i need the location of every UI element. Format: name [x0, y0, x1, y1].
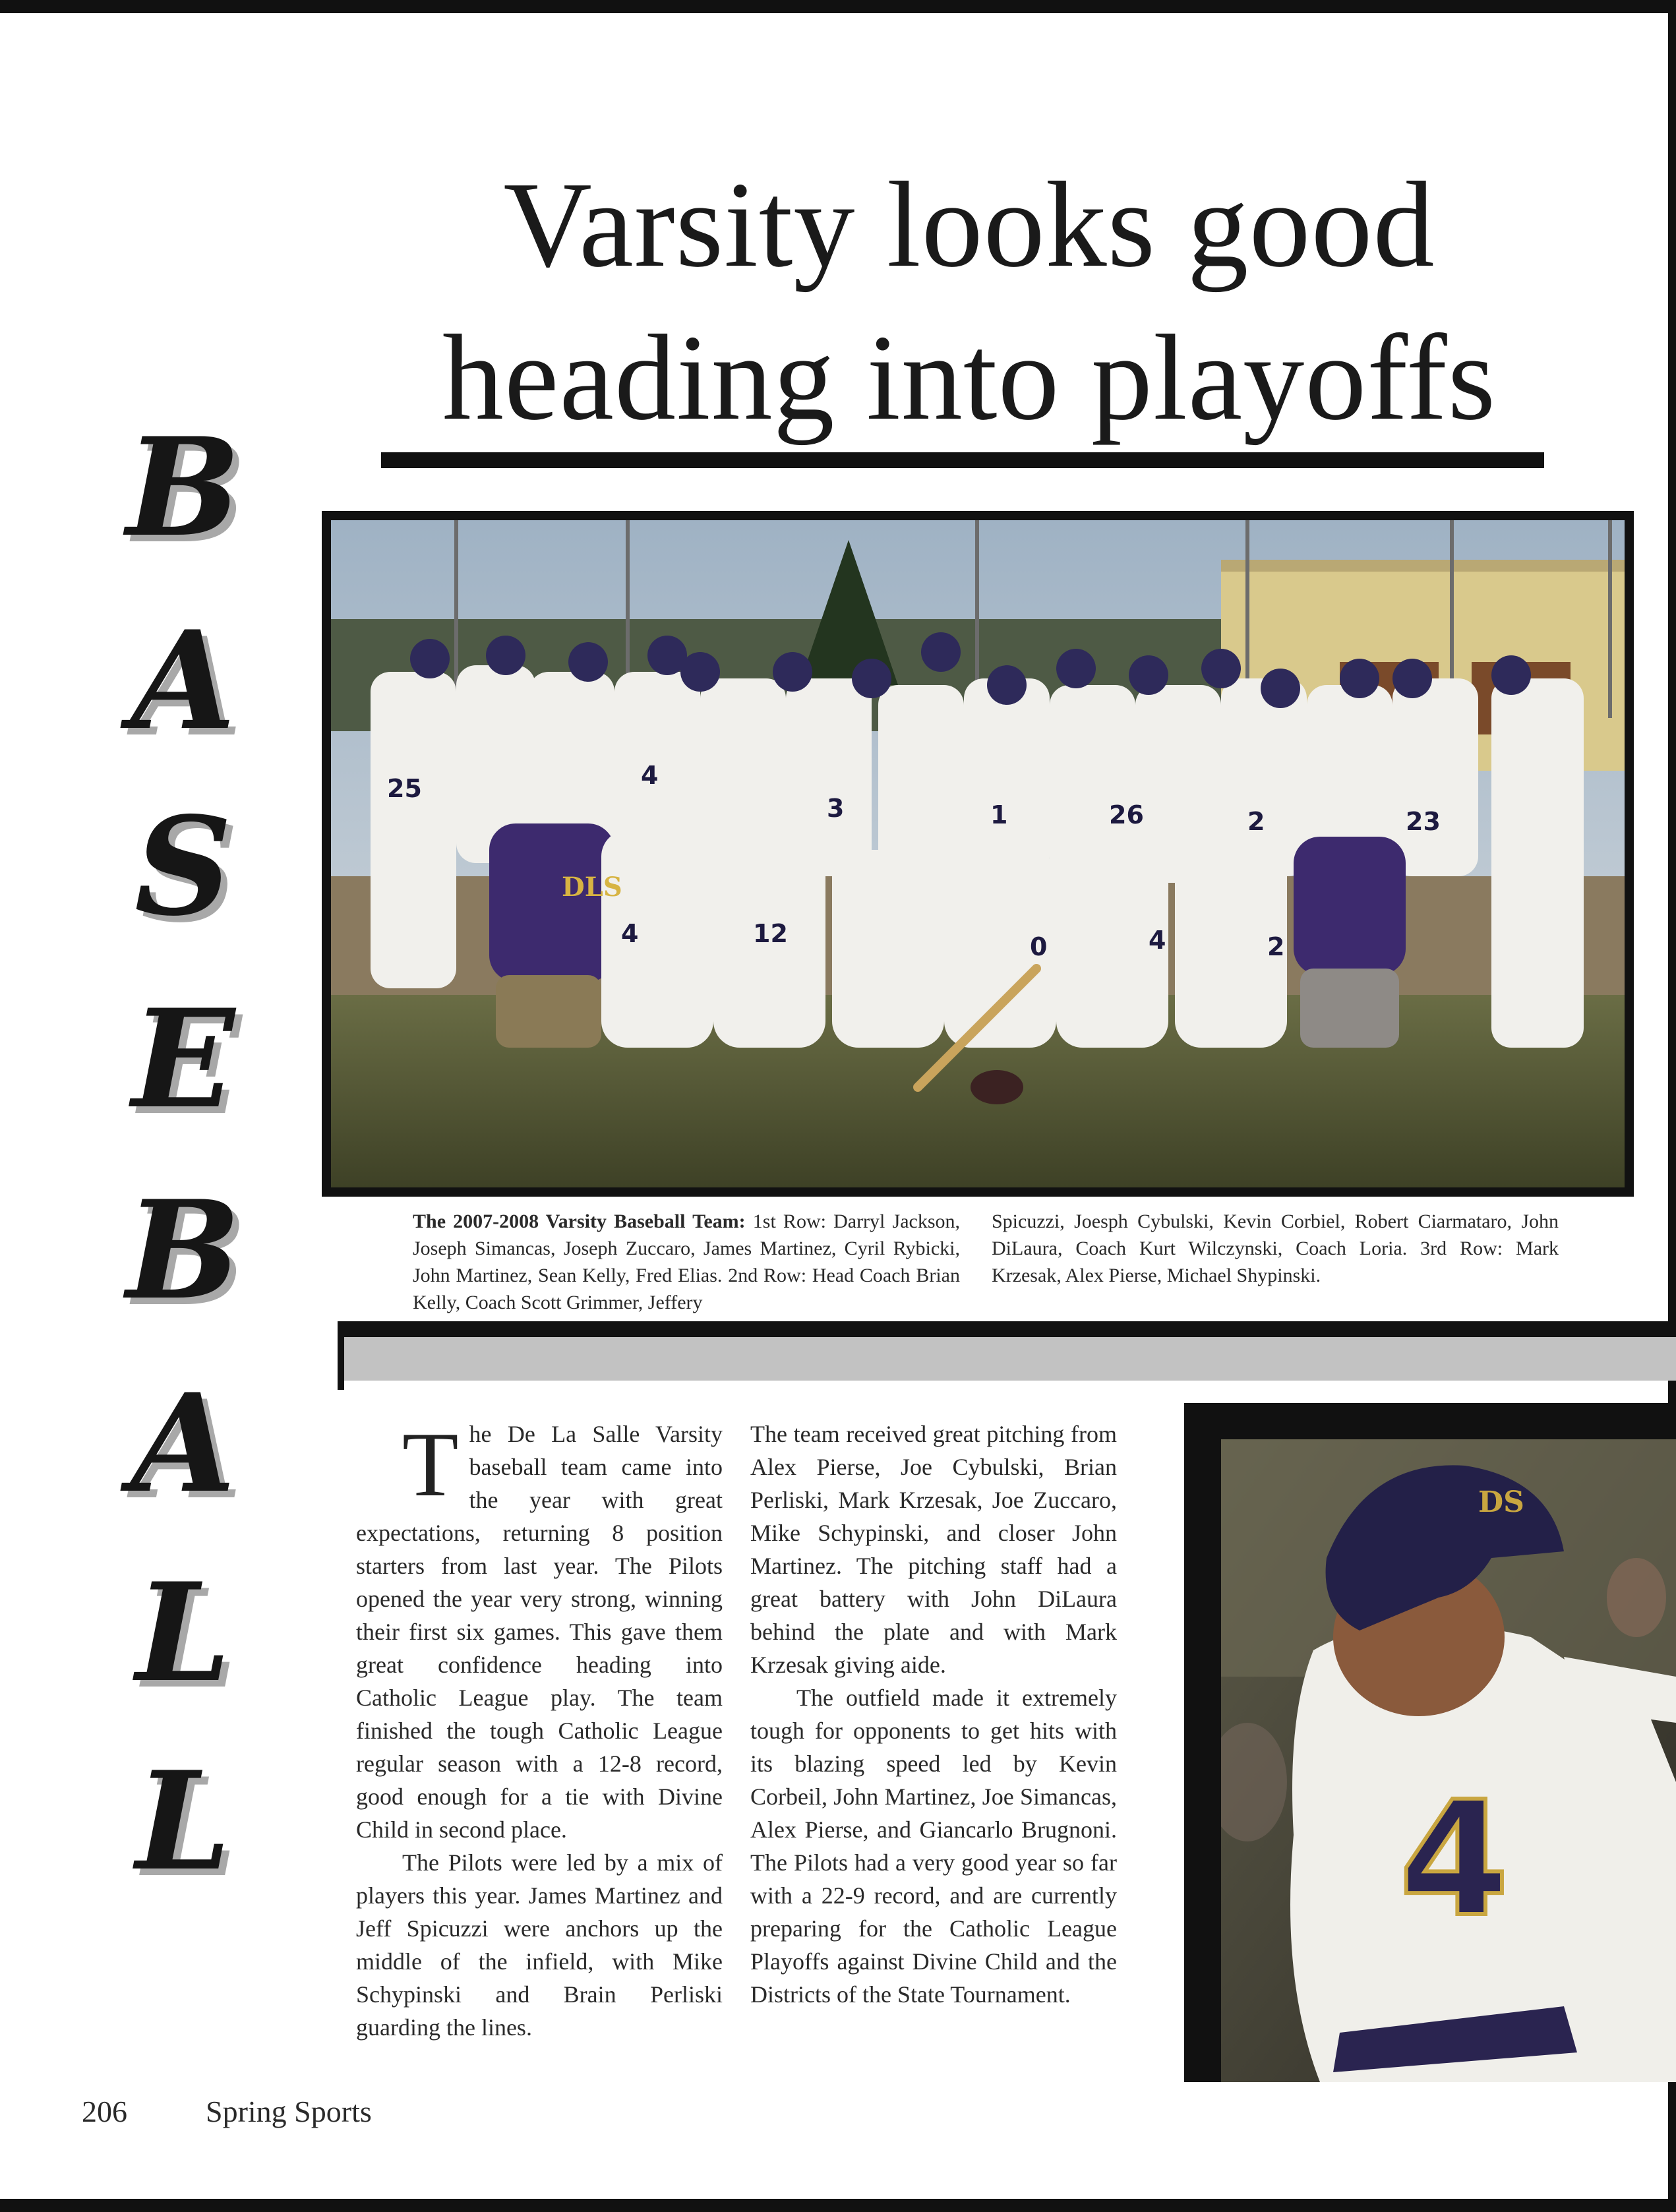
- headline: [369, 148, 1569, 454]
- side-letter: E: [131, 980, 235, 1139]
- bottom-border: [0, 2199, 1676, 2212]
- side-letter: A: [131, 1365, 236, 1523]
- article-column-2: [750, 1418, 1117, 2011]
- section-band-edge: [338, 1337, 344, 1390]
- side-letter: L: [135, 1743, 231, 1901]
- jersey-number: 25: [387, 774, 422, 803]
- drop-cap: T: [402, 1414, 459, 1516]
- section-band-rule: [338, 1321, 1676, 1337]
- headline-rule: [381, 452, 1544, 468]
- photo-caption-right: Spicuzzi, Joesph Cybulski, Kevin Corbiel, Robert Ciarmataro, John DiLaura, Coach Kurt Wilczynski, Coach Loria. 3rd Row: Mark Krzesak, Alex Pierse, Michael Shypinski.: [992, 1211, 1559, 1286]
- team-photo-image: [331, 520, 1625, 1187]
- jersey-number: 2: [1267, 932, 1285, 961]
- paragraph-text: he De La Salle Varsity baseball team came into the year with great expectations, returning 8 position starters from last year. The Pilots opened the year very strong, winning their first six games. This gave them great confidence heading into Catholic League play. The team finished the tough Catholic League regular season with a 12-8 record, good enough for a tie with Divine Child in second place.: [356, 1421, 723, 1843]
- article-paragraph: The Pilots were led by a mix of players this year. James Martinez and Jeff Spicuzzi were anchors up the middle of the infield, with Mike Schypinski and Brain Perliski guarding the lines.: [356, 1849, 723, 2041]
- jersey-number: 4: [1149, 926, 1166, 955]
- jersey-number: 4: [641, 761, 659, 790]
- jersey-number: 0: [1030, 932, 1048, 961]
- page-number: 206: [82, 2095, 127, 2128]
- section-name: Spring Sports: [206, 2095, 372, 2128]
- article-paragraph: The team received great pitching from Alex Pierse, Joe Cybulski, Brian Perliski, Mark Krzesak, Joe Zuccaro, Mike Schypinski, and closer John Martinez. The pitching staff had a great battery with John DiLaura behind the plate and with Mark Krzesak giving aide.: [750, 1421, 1117, 1678]
- article-paragraph: The outfield made it extremely tough for opponents to get hits with its blazing speed led by Kevin Corbeil, John Martinez, Joe Simancas, Alex Pierse, and Giancarlo Brugnoni. The Pilots had a very good year so far with a 22-9 record, and are currently preparing for the Catholic League Playoffs against Divine Child and the Districts of the State Tournament.: [750, 1685, 1117, 2008]
- jersey-number: 3: [827, 794, 845, 823]
- jersey-number: 2: [1247, 807, 1265, 836]
- jersey-number: 26: [1109, 800, 1144, 829]
- batter-jersey-number: 4: [1399, 1767, 1509, 1952]
- headline-line-1: Varsity looks good: [503, 157, 1435, 293]
- jersey-number: 4: [621, 919, 639, 948]
- caption-text-left: 1st Row: Darryl Jackson, Joseph Simancas, Joseph Zuccaro, James Martinez, Cyril Rybicki, John Martinez, Sean Kelly, Fred Elias. 2nd Row: Head Coach Brian Kelly, Coach Scott Grimmer, Jeffery: [413, 1211, 961, 1313]
- jacket-logo: DLS: [562, 872, 622, 903]
- jersey-number: 1: [990, 800, 1008, 829]
- batting-helmet: [971, 1070, 1023, 1104]
- article-paragraph: [356, 1414, 723, 1846]
- caption-title: The 2007-2008 Varsity Baseball Team:: [413, 1211, 746, 1232]
- side-letter: B: [126, 409, 241, 567]
- side-letter: B: [126, 1172, 241, 1330]
- side-letter: S: [134, 788, 233, 946]
- action-photo: [1184, 1403, 1676, 2082]
- section-band-shade: [342, 1337, 1676, 1381]
- batter-photo-image: [1221, 1439, 1676, 2082]
- side-letter: A: [131, 602, 236, 760]
- top-border: [0, 0, 1676, 13]
- article-column-1: [356, 1414, 723, 2044]
- side-letter: L: [135, 1554, 231, 1712]
- jersey-number: 23: [1406, 807, 1441, 836]
- jersey-number: 12: [753, 919, 788, 948]
- photo-caption-left: [413, 1208, 960, 1316]
- helmet-logo: DS: [1478, 1485, 1524, 1519]
- headline-line-2: heading into playoffs: [442, 310, 1497, 446]
- team-photo: [322, 511, 1634, 1197]
